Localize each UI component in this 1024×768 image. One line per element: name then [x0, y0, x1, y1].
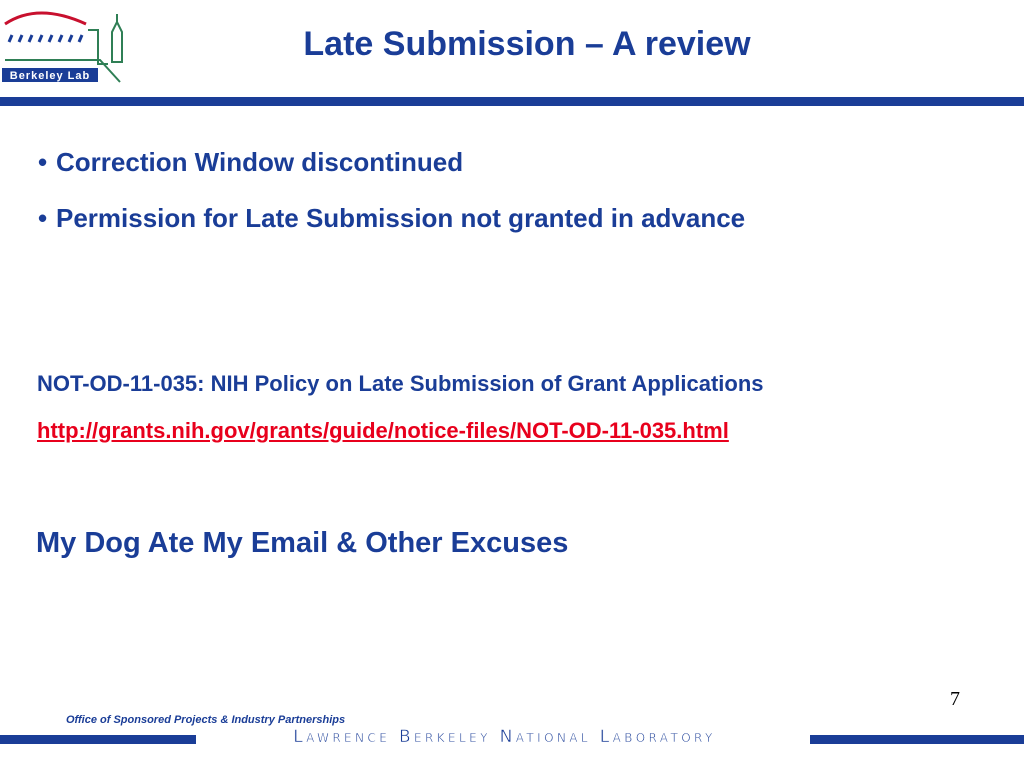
logo-text: Berkeley Lab	[9, 70, 91, 82]
bullet-correction-window	[38, 140, 745, 184]
bullet-marker: •	[38, 203, 48, 233]
policy-title: NOT-OD-11-035: NIH Policy on Late Submission of Grant Applications	[37, 371, 764, 396]
office-name: Office of Sponsored Projects & Industry Partnerships	[66, 714, 346, 726]
footer-lab-text: Lawrence Berkeley National Laboratory	[293, 727, 716, 747]
bullet-late-permission	[38, 196, 745, 240]
bullet-marker: •	[38, 147, 48, 177]
bullet-text: Correction Window discontinued	[56, 147, 464, 177]
bullet-text: Permission for Late Submission not granted in advance	[56, 203, 746, 233]
excuses-heading: My Dog Ate My Email & Other Excuses	[36, 527, 569, 559]
bullet-list	[38, 140, 745, 252]
policy-link[interactable]: http://grants.nih.gov/grants/guide/notice-files/NOT-OD-11-035.html	[37, 418, 729, 443]
header-divider	[0, 97, 1024, 106]
slide-title: Late Submission – A review	[303, 25, 751, 63]
footer-rule-right	[810, 735, 1024, 744]
footer-rule-left	[0, 735, 196, 744]
page-number: 7	[950, 688, 960, 710]
footer-lab-name	[202, 727, 807, 747]
